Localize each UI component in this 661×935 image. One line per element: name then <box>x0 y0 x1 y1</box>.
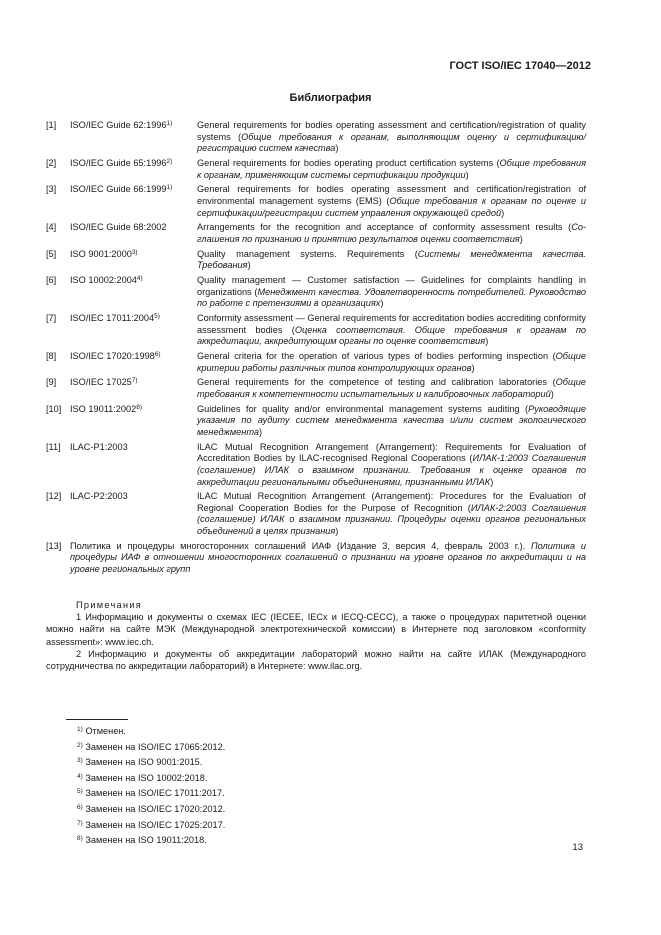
footnote-mark: 2) <box>77 741 83 749</box>
entry-description: Quality management — Customer satisfaction — Guidelines for complaints handling in organizations (Менеджмент качества. Удовлетворенность потребителей. Руководство по работе с претензиями в организациях) <box>197 275 587 309</box>
footnote-mark: 7) <box>77 819 83 827</box>
footnote-ref: 1) <box>166 184 173 192</box>
bibliography-entry <box>46 442 586 488</box>
entry-document-id: ISO/IEC Guide 68:2002 <box>70 222 167 233</box>
entry-description: Conformity assessment — General requirements for accreditation bodies accrediting conformity assessment bodies (Оценка соответствия. Общие требования к органам по аккредитации, аккредитующим органы по оценке соответствия) <box>197 313 586 347</box>
entry-description: General requirements for bodies operating assessment and certification/registration of environmental management systems (EMS) (Общие требования к органам по оценке и сертификации/регистрации систем управления окружающей средой) <box>197 184 586 218</box>
bibliography-entry <box>46 222 586 245</box>
entry-number: [8] <box>46 351 57 361</box>
entry-description: General requirements for bodies operating product certification systems (Общие требования к органам, применяющим системы сертификации продукции) <box>197 157 586 180</box>
footnote-text: Заменен на ISO 19011:2018. <box>85 835 207 846</box>
entry-description: Политика и процедуры многосторонних соглашений ИАФ (Издание 3, версия 4, февраль 2003 г.). Политика и процедуры ИАФ в отношении многосторонних соглашений о признании на уровне органов по аккредитации и на уровне региональных групп <box>70 540 586 575</box>
footnote <box>77 724 225 740</box>
footnote-ref: 1) <box>166 120 173 127</box>
footnote-text: Заменен на ISO/IEC 17020:2012. <box>85 803 226 814</box>
entry-document-id: ILAC-P2:2003 <box>70 491 128 502</box>
entry-description: ILAC Mutual Recognition Arrangement (Arrangement): Procedures for the Evaluation of Regional Cooperation Bodies for the Purpose of Recognition (ИЛАК-2:2003 Соглашения (соглашение) ИЛАК о взаимном признании. Процедуры оценки органов региональных объединений в целях признания) <box>197 491 586 537</box>
bibliography-entry <box>46 541 586 576</box>
entry-description: General criteria for the operation of various types of bodies performing inspection (Общие критерии работы различных типов контролирующих органов) <box>197 351 586 373</box>
entry-description: General requirements for bodies operating assessment and certification/registration of quality systems (Общие требования к органам, выполняющим оценку и сертификацию/регистрацию систем качества) <box>197 120 586 154</box>
entry-document-id: ISO 19011:2002$^{8)}$ <box>70 403 143 414</box>
entry-description: Guidelines for quality and/or environmental management systems auditing (Руководящие указания по аудиту систем менеджмента качества и/или систем экологического менеджмента) <box>197 403 586 437</box>
footnote <box>77 755 225 771</box>
section-title: Библиография <box>289 92 372 104</box>
bibliography-entry <box>46 184 586 219</box>
bibliography-entry <box>46 313 586 348</box>
entry-number: [1] <box>46 120 57 130</box>
document-code: ГОСТ ISO/IEC 17040—2012 <box>449 60 591 72</box>
footnote-separator <box>66 719 128 720</box>
entry-document-id: ISO/IEC Guide 66:1999$^{1)}$ <box>70 184 173 195</box>
footnote-ref: 8) <box>136 403 143 411</box>
entry-description: ILAC Mutual Recognition Arrangement (Arrangement): Requirements for Evaluation of Accreditation Bodies by ILAC-recognised Regional Cooperations (ИЛАК-1:2003 Соглашения (соглашение) ИЛАК о взаимном признании. Требования к оценке органов по аккредитации региональными объединениями, признанными ИЛАК) <box>197 441 586 487</box>
footnote-mark: 8) <box>77 835 83 843</box>
footnote-mark: 5) <box>77 788 83 796</box>
footnote-text: Заменен на ISO/IEC 17025:2017. <box>85 819 226 830</box>
footnote <box>77 771 225 787</box>
footnote <box>77 818 225 834</box>
entry-number: [6] <box>46 275 57 286</box>
footnote-text: Заменен на ISO 9001:2015. <box>85 757 203 768</box>
entry-description: General requirements for the competence of testing and calibration laboratories (Общие требования к компетентности испытательных и калибровочных лабораторий) <box>197 377 586 399</box>
bibliography-entry <box>46 158 586 181</box>
footnote-text: Заменен на ISO 10002:2018. <box>85 772 208 783</box>
entry-description: Quality management systems. Requirements (Системы менеджмента качества. Требования) <box>197 248 586 271</box>
notes-heading: Примечания <box>76 600 143 610</box>
bibliography-entry <box>46 275 586 310</box>
footnote-text: Заменен на ISO/IEC 17065:2012. <box>85 741 226 752</box>
entry-document-id: ISO/IEC 17020:1998$^{6)}$ <box>70 351 161 361</box>
entry-document-id: ISO 10002:2004$^{4)}$ <box>70 275 143 286</box>
footnote-text: Отменен. <box>85 726 126 736</box>
footnote-text: Заменен на ISO/IEC 17011:2017. <box>85 788 225 799</box>
entry-number: [10] <box>46 403 62 414</box>
entry-number: [11] <box>46 441 61 452</box>
entry-document-id: ISO 9001:2000$^{3)}$ <box>70 248 138 259</box>
footnote <box>77 740 225 756</box>
entry-document-id: ISO/IEC 17025$^{7)}$ <box>70 377 138 388</box>
entry-number: [13] <box>46 540 62 551</box>
footnote-ref: 3) <box>131 248 138 256</box>
entry-number: [2] <box>46 157 57 168</box>
footnote <box>77 833 225 849</box>
footnote-mark: 4) <box>77 772 83 780</box>
notes-section <box>46 599 586 672</box>
footnote-mark: 3) <box>77 757 83 765</box>
entry-description: Arrangements for the recognition and acceptance of conformity assessment results (Соглашения по признанию и принятию результатов оценки соответствия) <box>197 222 586 244</box>
footnote-ref: 7) <box>131 377 138 385</box>
entry-number: [12] <box>46 491 62 502</box>
bibliography-entry <box>46 377 586 400</box>
entry-document-id: ISO/IEC Guide 62:1996$^{1)}$ <box>70 120 173 130</box>
entry-document-id: ISO/IEC Guide 65:1996$^{2)}$ <box>70 157 173 168</box>
bibliography-entry <box>46 249 586 272</box>
footnotes-list <box>77 724 225 849</box>
footnote-ref: 6) <box>154 351 161 358</box>
entry-number: [5] <box>46 248 57 259</box>
note-item: 1 Информацию и документы о схемах IEC (IECEE, IECx и IECQ-CECC), а также о процедурах паритетной оценки можно найти на сайте МЭК (Международной электротехнической комиссии) в Интернете под заголовком «conformity assessment»: www.iec.ch. <box>46 612 586 647</box>
footnote <box>77 786 225 802</box>
bibliography-entry <box>46 120 586 155</box>
bibliography-entry <box>46 351 586 374</box>
entry-number: [3] <box>46 184 57 195</box>
footnote-mark: 6) <box>77 803 83 811</box>
entry-document-id: ISO/IEC 17011:2004$^{5)}$ <box>70 313 160 324</box>
entry-number: [9] <box>46 377 57 388</box>
note-item: 2 Информацию и документы об аккредитации лабораторий можно найти на сайте ИЛАК (Международного сотрудничества по аккредитации лабораторий) в Интернете: www.ilac.org. <box>46 648 586 672</box>
entry-document-id: ILAC-P1:2003 <box>70 441 128 452</box>
footnote-ref: 5) <box>154 313 160 321</box>
bibliography-list <box>46 120 586 579</box>
footnote <box>77 802 225 818</box>
footnote-ref: 2) <box>166 157 173 165</box>
footnote-ref: 4) <box>136 275 143 283</box>
entry-number: [4] <box>46 222 57 233</box>
page-number: 13 <box>572 842 583 853</box>
bibliography-entry <box>46 491 586 537</box>
footnote-mark: 1) <box>77 726 83 733</box>
bibliography-entry <box>46 404 586 439</box>
entry-number: [7] <box>46 313 57 324</box>
